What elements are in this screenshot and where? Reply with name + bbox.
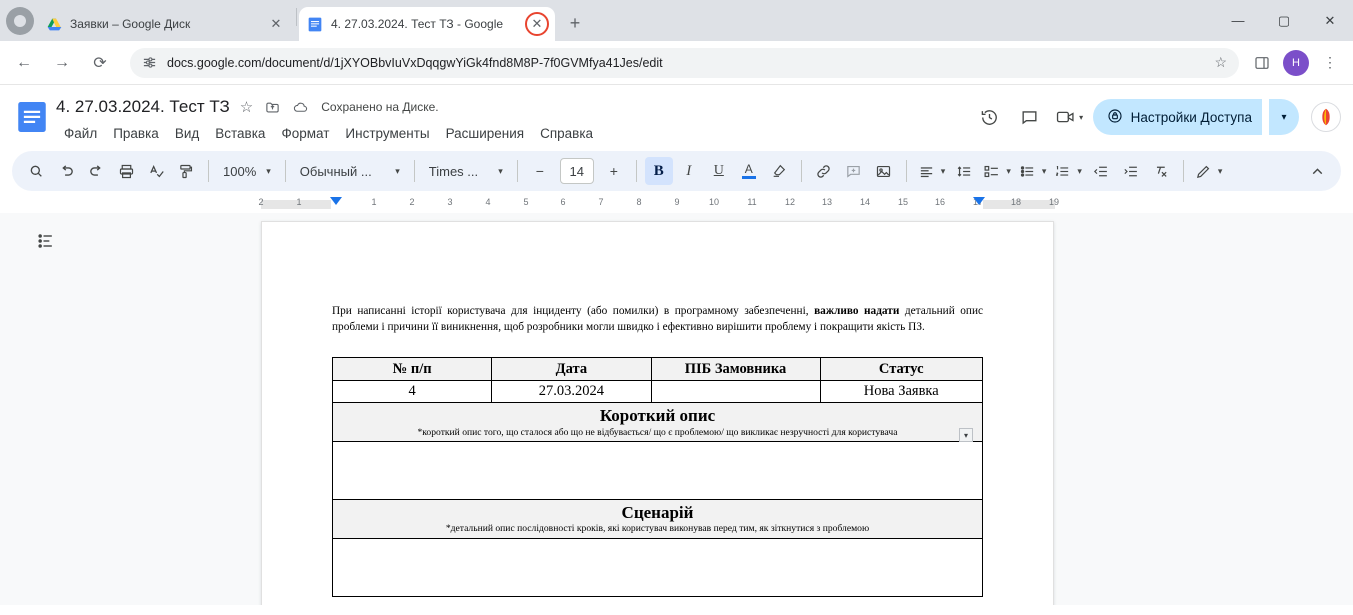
text-color-button[interactable] — [735, 157, 763, 185]
docs-menu-bar — [56, 123, 601, 144]
ruler-ticks — [0, 197, 1353, 211]
ruler-tick: 2 — [409, 197, 415, 207]
request-table[interactable] — [332, 357, 983, 596]
ruler-tick: 18 — [1010, 197, 1022, 207]
ruler-tick: 4 — [485, 197, 491, 207]
decrease-font-size-button[interactable]: − — [535, 163, 544, 179]
font-size-control — [526, 157, 628, 185]
collapse-toolbar-icon[interactable] — [1303, 157, 1331, 185]
paint-format-icon[interactable] — [172, 157, 200, 185]
redo-icon[interactable] — [82, 157, 110, 185]
lock-icon — [1107, 108, 1123, 127]
docs-icon — [307, 16, 323, 32]
spellcheck-icon[interactable] — [142, 157, 170, 185]
document-canvas[interactable] — [0, 213, 1353, 605]
checklist-icon[interactable] — [980, 157, 1014, 185]
add-comment-icon[interactable] — [840, 157, 868, 185]
tab-title: 4. 27.03.2024. Тест ТЗ - Google — [331, 17, 504, 31]
intro-paragraph-part2: детальний опис проблеми і причини її виникнення, щоб розробники могли швидко і ефективно вирішити проблему і покращити якість ПЗ. — [332, 305, 984, 334]
drive-icon — [46, 16, 62, 32]
vertical-scrollbar[interactable] — [1341, 213, 1353, 605]
forward-button[interactable]: → — [54, 53, 70, 71]
text-color-letter: A — [744, 161, 753, 176]
account-avatar[interactable] — [1311, 102, 1341, 132]
line-spacing-icon[interactable] — [950, 157, 978, 185]
google-docs-app — [0, 85, 1353, 605]
new-tab-button[interactable]: + — [569, 12, 581, 33]
tab-close-icon[interactable]: ✕ — [270, 16, 282, 31]
ruler-tick: 14 — [859, 197, 871, 207]
bookmark-star-icon[interactable]: ☆ — [1214, 54, 1227, 70]
window-controls — [1215, 0, 1353, 41]
docs-header — [0, 85, 1353, 147]
print-icon[interactable] — [112, 157, 140, 185]
browser-tab-1[interactable] — [38, 7, 294, 41]
menu-tools[interactable]: Инструменты — [345, 126, 430, 141]
comment-icon[interactable] — [1013, 100, 1047, 134]
paragraph-style-value: Обычный ... — [299, 163, 372, 179]
url-text: docs.google.com/document/d/1jXYOBbvIuVxDqqgwYiGk4fnd8M8P-7f0GVMfya41Jes/edit — [167, 55, 663, 70]
meet-camera-icon[interactable] — [1053, 100, 1087, 134]
ruler-tick: 15 — [897, 197, 909, 207]
toolbar-right-actions — [1247, 48, 1345, 78]
column-header-customer: ПІБ Замовника — [651, 358, 820, 381]
toolbar-divider — [1183, 160, 1184, 182]
zoom-control[interactable] — [217, 157, 277, 185]
right-indent-marker[interactable] — [973, 197, 985, 205]
font-size-input[interactable]: 14 — [560, 158, 594, 184]
side-panel-icon[interactable] — [1247, 48, 1277, 78]
docs-title-block — [56, 93, 601, 144]
chevron-down-icon: ▾ — [1217, 165, 1223, 176]
browser-tab-2[interactable] — [299, 7, 555, 41]
ruler-tick: 17 — [972, 197, 984, 207]
docs-header-actions — [973, 93, 1341, 135]
increase-indent-icon[interactable] — [1117, 157, 1145, 185]
share-button[interactable] — [1093, 99, 1262, 135]
section-subtitle-text: *детальний опис послідовності кроків, які користувач виконував перед тим, як зіткнутися з проблемою — [445, 523, 870, 535]
tab-title: Заявки – Google Диск — [70, 17, 191, 31]
search-icon[interactable] — [22, 157, 50, 185]
menu-file[interactable]: Файл — [64, 126, 98, 141]
tab-strip — [0, 0, 1353, 41]
toolbar-divider — [285, 160, 286, 182]
meet-caret-icon[interactable]: ▾ — [1079, 112, 1084, 122]
bold-button[interactable]: B — [645, 157, 673, 185]
ruler-tick: 9 — [674, 197, 680, 207]
column-header-number: № п/п — [333, 358, 492, 381]
menu-view[interactable]: Вид — [174, 126, 200, 141]
section-subtitle-text: *короткий опис того, що сталося або що не відбувається/ що є проблемою/ що викликає незручності для користувача — [417, 426, 898, 438]
ruler-tick: 3 — [447, 197, 453, 207]
font-family-value: Times ... — [428, 163, 479, 179]
chrome-logo-icon — [6, 7, 34, 35]
ruler-tick: 12 — [784, 197, 796, 207]
editing-mode-pen-icon[interactable] — [1192, 157, 1226, 185]
highlight-pen-icon[interactable] — [765, 157, 793, 185]
window-close-button[interactable]: ✕ — [1324, 12, 1336, 28]
tab-close-icon[interactable]: ✕ — [527, 14, 547, 34]
document-outline-icon[interactable] — [32, 227, 60, 255]
google-docs-icon[interactable] — [12, 97, 52, 137]
ruler-tick: 10 — [708, 197, 720, 207]
cell-date[interactable]: 27.03.2024 — [492, 381, 651, 403]
chevron-down-icon[interactable]: ▾ — [959, 428, 973, 442]
window-minimize-button[interactable]: — — [1231, 13, 1245, 28]
section-title-text: Короткий опис — [599, 406, 716, 426]
table-section-header-row — [333, 403, 983, 442]
browser-toolbar — [0, 41, 1353, 85]
document-ruler[interactable] — [0, 195, 1353, 213]
toolbar-divider — [801, 160, 802, 182]
version-history-icon[interactable] — [973, 100, 1007, 134]
column-header-status: Статус — [820, 358, 983, 381]
cell-customer[interactable] — [651, 381, 820, 403]
table-section-header-row — [333, 500, 983, 539]
intro-paragraph — [332, 303, 983, 335]
ruler-tick: 16 — [934, 197, 946, 207]
ruler-tick: 8 — [636, 197, 642, 207]
clear-formatting-icon[interactable] — [1147, 157, 1175, 185]
back-button[interactable]: ← — [16, 53, 32, 71]
numbered-list-icon[interactable] — [1051, 157, 1085, 185]
ruler-tick: 19 — [1048, 197, 1060, 207]
font-family-select[interactable] — [423, 157, 509, 185]
table-row — [333, 381, 983, 403]
section-title-text: Сценарій — [621, 503, 694, 523]
menu-insert[interactable]: Вставка — [215, 126, 266, 141]
menu-extensions[interactable]: Расширения — [445, 126, 525, 141]
profile-avatar[interactable]: H — [1283, 50, 1309, 76]
chevron-down-icon: ▾ — [940, 165, 946, 176]
section-short-description-title — [333, 403, 983, 442]
align-left-icon[interactable] — [915, 157, 949, 185]
section-scenario-body[interactable] — [333, 538, 983, 596]
menu-help[interactable]: Справка — [540, 126, 594, 141]
kebab-menu-icon[interactable]: ⋮ — [1323, 54, 1337, 70]
chevron-down-icon: ▾ — [1077, 165, 1082, 176]
ruler-tick: 5 — [523, 197, 529, 207]
chevron-down-icon: ▾ — [266, 165, 271, 176]
insert-image-icon[interactable] — [870, 157, 898, 185]
docs-title-row — [56, 93, 601, 121]
italic-button[interactable]: I — [686, 162, 692, 179]
ruler-tick: 1 — [371, 197, 377, 207]
toolbar-divider — [517, 160, 518, 182]
folder-move-icon[interactable] — [265, 100, 280, 115]
decrease-indent-icon[interactable] — [1087, 157, 1115, 185]
share-caret-icon[interactable]: ▾ — [1269, 99, 1299, 135]
document-title[interactable]: 4. 27.03.2024. Тест ТЗ — [56, 97, 230, 116]
share-label: Настройки Доступа — [1130, 109, 1252, 125]
zoom-value: 100% — [223, 163, 257, 179]
toolbar-divider — [636, 160, 637, 182]
ruler-tick: 2 — [258, 197, 264, 207]
site-settings-icon[interactable] — [142, 55, 157, 70]
reload-button[interactable]: ⟳ — [93, 54, 107, 72]
window-maximize-button[interactable]: ▢ — [1277, 12, 1291, 28]
toolbar-divider — [906, 160, 907, 182]
chevron-down-icon: ▾ — [395, 165, 400, 176]
insert-link-icon[interactable] — [810, 157, 838, 185]
page-content — [262, 222, 1053, 597]
table-section-body-row — [333, 442, 983, 500]
ruler-tick: 6 — [560, 197, 566, 207]
menu-format[interactable]: Формат — [281, 126, 330, 141]
cloud-saved-icon[interactable] — [292, 100, 309, 115]
left-indent-marker[interactable] — [330, 197, 342, 205]
intro-paragraph-part1: При написанні історії користувача для інциденту (або помилки) в програмному забезпеченні, — [332, 305, 815, 318]
ruler-tick: 11 — [747, 197, 757, 207]
save-status-text: Сохранено на Диске. — [321, 100, 439, 114]
menu-edit[interactable]: Правка — [113, 126, 159, 141]
ruler-tick: 13 — [821, 197, 833, 207]
underline-button[interactable]: U — [713, 163, 724, 178]
table-header-row — [333, 358, 983, 381]
toolbar-divider — [208, 160, 209, 182]
star-icon[interactable]: ☆ — [239, 99, 254, 116]
section-scenario-title — [333, 500, 983, 539]
increase-font-size-button[interactable]: + — [609, 163, 618, 179]
chevron-down-icon: ▾ — [1041, 165, 1047, 176]
bulleted-list-icon[interactable] — [1016, 157, 1050, 185]
cell-number[interactable]: 4 — [333, 381, 492, 403]
table-section-body-row — [333, 538, 983, 596]
document-page[interactable] — [261, 221, 1054, 605]
ruler-tick: 1 — [296, 197, 302, 207]
chevron-down-icon: ▾ — [498, 165, 503, 176]
intro-paragraph-bold: важливо надати — [814, 305, 900, 318]
undo-icon[interactable] — [52, 157, 80, 185]
tab-separator — [296, 8, 297, 26]
address-bar[interactable] — [130, 48, 1239, 78]
formatting-toolbar — [12, 151, 1341, 191]
toolbar-divider — [414, 160, 415, 182]
chevron-down-icon: ▾ — [1006, 165, 1011, 176]
ruler-tick: 7 — [598, 197, 604, 207]
column-header-date: Дата — [492, 358, 651, 381]
cell-status[interactable]: Нова Заявка — [820, 381, 983, 403]
paragraph-style-select[interactable] — [294, 157, 406, 185]
